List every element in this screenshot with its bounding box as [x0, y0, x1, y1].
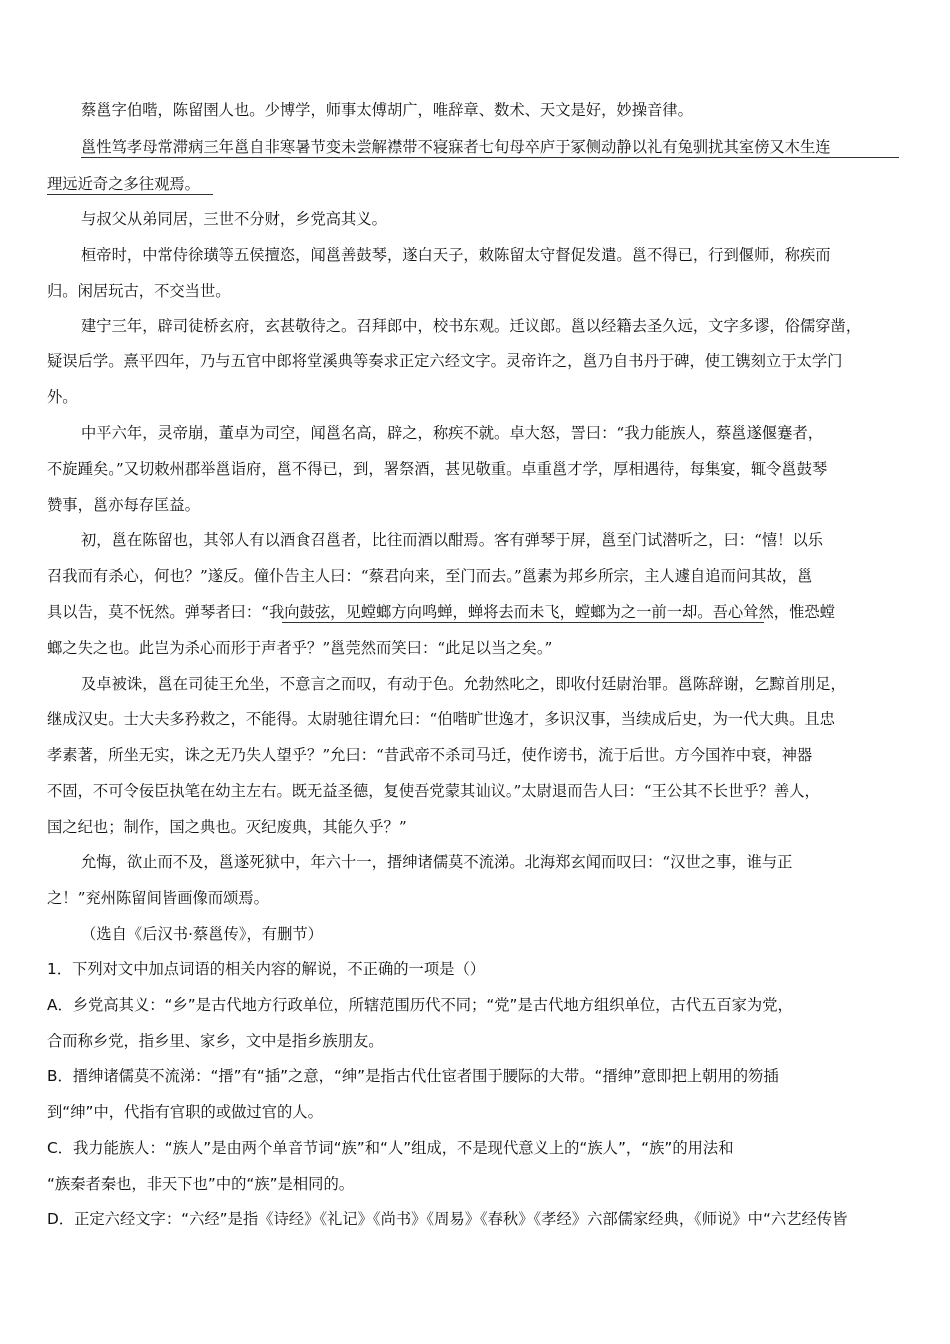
passage-paragraph-7: 初，邕在陈留也，其邻人有以酒食召邕者，比往而酒以酣焉。客有弹琴于屏，邕至门试潜听之，曰：“憘！以乐	[81, 531, 824, 549]
passage-paragraph-8-cont: 继成汉史。士大夫多矜救之，不能得。太尉驰往谓允曰：“伯喈旷世逸才，多识汉事，当续成后史，为一代大典。且忠	[47, 710, 835, 728]
passage-paragraph-8-cont: 孝素著，所坐无实，诛之无乃失人望乎？”允曰：“昔武帝不杀司马迁，使作谤书，流于后世。方今国祚中衰，神器	[47, 746, 813, 764]
passage-paragraph-7-underlined: 具以告，莫不怃然。弹琴者曰：“我向鼓弦，见螳螂方向鸣蝉，蝉将去而未飞，螳螂为之一前一却。吾心耸然，惟恐螳	[47, 603, 835, 621]
option-d: D．正定六经文字：“六经”是指《诗经》《礼记》《尚书》《周易》《春秋》《孝经》六部儒家经典，《师说》中“六艺经传皆	[47, 1210, 848, 1228]
option-a-cont: 合而称乡党，指乡里、家乡，文中是指乡族朋友。	[47, 1032, 384, 1050]
passage-paragraph-9: 允悔，欲止而不及，邕遂死狱中，年六十一，搢绅诸儒莫不流涕。北海郑玄闻而叹曰：“汉世之事，谁与正	[81, 853, 793, 871]
passage-paragraph-7-cont: 召我而有杀心，何也？”遂反。僮仆告主人曰：“蔡君向来，至门而去。”邕素为邦乡所宗，主人遽自追而问其故，邕	[47, 567, 813, 585]
option-c-cont: “族秦者秦也，非天下也”中的“族”是相同的。	[47, 1175, 355, 1193]
option-a: A．乡党高其义：“乡”是古代地方行政单位，所辖范围历代不同；“党”是古代地方组织单位，古代五百家为党，	[47, 996, 793, 1014]
passage-sentence-unpunctuated-cont: 理远近奇之多往观焉。	[47, 175, 200, 193]
passage-paragraph-8: 及卓被诛，邕在司徒王允坐，不意言之而叹，有动于色。允勃然叱之，即收付廷尉治罪。邕陈辞谢，乞黥首刖足，	[81, 675, 846, 693]
underline	[47, 194, 213, 195]
option-b-cont: 到“绅”中，代指有官职的或做过官的人。	[47, 1103, 323, 1121]
passage-paragraph-7-end: 螂之失之也。此岂为杀心而形于声者乎？”邕莞然而笑曰：“此足以当之矣。”	[47, 639, 553, 657]
passage-paragraph-6-cont: 不旋踵矣。”又切敕州郡举邕诣府，邕不得已，到，署祭酒，甚见敬重。卓重邕才学，厚相遇待，每集宴，辄令邕鼓琴	[47, 460, 828, 478]
passage-paragraph-5-end: 外。	[47, 388, 78, 406]
passage-paragraph-5: 建宁三年，辟司徒桥玄府，玄甚敬待之。召拜郎中，校书东观。迁议郎。邕以经籍去圣久远，文字多谬，俗儒穿凿，	[81, 317, 862, 335]
passage-paragraph-1: 蔡邕字伯喈，陈留圉人也。少博学，师事太傅胡广，唯辞章、数术、天文是好，妙操音律。	[81, 101, 693, 119]
passage-paragraph-8-end: 国之纪也；制作，国之典也。灭纪废典，其能久乎？”	[47, 818, 407, 836]
passage-paragraph-6-end: 赞事，邕亦每存匡益。	[47, 496, 200, 514]
passage-paragraph-4: 桓帝时，中常侍徐璜等五侯擅恣，闻邕善鼓琴，遂白天子，敕陈留太守督促发遣。邕不得已，行到偃师，称疾而	[81, 246, 831, 264]
question-stem: 1．下列对文中加点词语的相关内容的解说，不正确的一项是（）	[47, 960, 486, 978]
passage-paragraph-3: 与叔父从弟同居，三世不分财，乡党高其义。	[81, 210, 387, 228]
underline	[81, 157, 899, 158]
passage-source: （选自《后汉书·蔡邕传》，有删节）	[81, 925, 323, 943]
option-c: C．我力能族人：“族人”是由两个单音节词“族”和“人”组成，不是现代意义上的“族人”，“族”的用法和	[47, 1139, 734, 1157]
passage-paragraph-9-end: 之！”兖州陈留间皆画像而颂焉。	[47, 889, 269, 907]
passage-paragraph-5-cont: 疑误后学。熹平四年，乃与五官中郎将堂溪典等奏求正定六经文字。灵帝许之，邕乃自书丹于碑，使工镌刻立于太学门	[47, 352, 843, 370]
underline	[282, 622, 764, 623]
passage-paragraph-4-cont: 归。闲居玩古，不交当世。	[47, 282, 231, 300]
option-b: B．搢绅诸儒莫不流涕：“搢”有“插”之意，“绅”是指古代仕宦者围于腰际的大带。“搢绅”意即把上朝用的笏插	[47, 1067, 779, 1085]
passage-paragraph-8-cont: 不固，不可令佞臣执笔在幼主左右。既无益圣德，复使吾党蒙其讪议。”太尉退而告人曰：“王公其不长世乎？善人，	[47, 782, 820, 800]
passage-sentence-unpunctuated: 邕性笃孝母常滞病三年邕自非寒暑节变未尝解襟带不寝寐者七旬母卒庐于冢侧动静以礼有兔驯扰其室傍又木生连	[81, 138, 831, 156]
passage-paragraph-6: 中平六年，灵帝崩，董卓为司空，闻邕名高，辟之，称疾不就。卓大怒，詈曰：“我力能族人，蔡邕遂偃蹇者，	[81, 424, 824, 442]
